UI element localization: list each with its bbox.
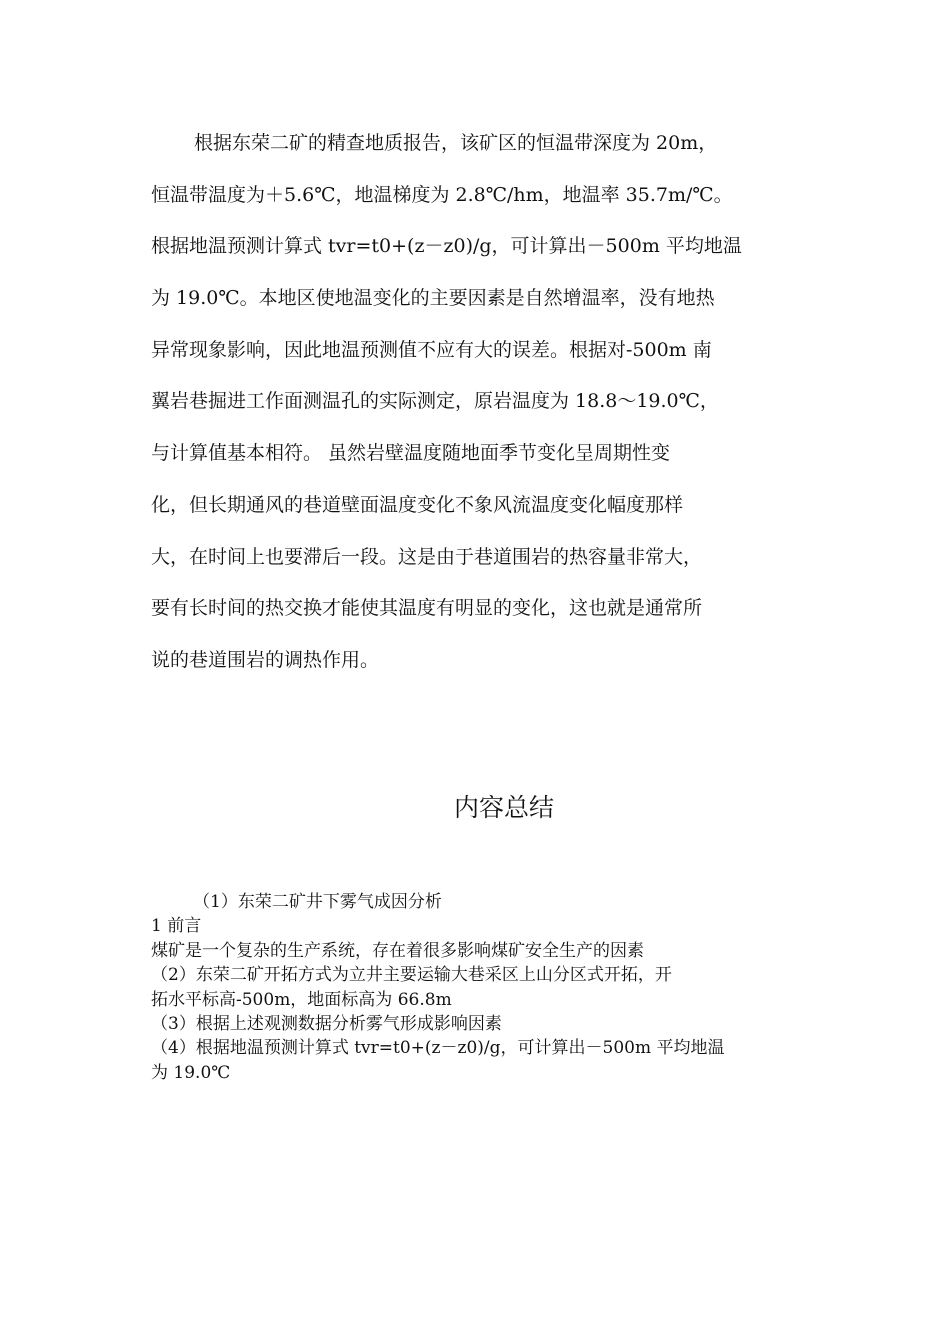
summary-line: （1）东荣二矿井下雾气成因分析	[193, 892, 442, 912]
paragraph-line: 根据东荣二矿的精查地质报告，该矿区的恒温带深度为 20m，	[194, 132, 718, 154]
paragraph-line: 与计算值基本相符。 虽然岩壁温度随地面季节变化呈周期性变	[151, 442, 671, 465]
body-paragraph	[151, 118, 811, 687]
summary-line: （2）东荣二矿开拓方式为立井主要运输大巷采区上山分区式开拓，开	[151, 965, 672, 986]
paragraph-line: 为 19.0℃。本地区使地温变化的主要因素是自然增温率，没有地热	[151, 287, 715, 310]
summary-heading: 内容总结	[453, 793, 554, 822]
paragraph-line: 根据地温预测计算式 tvr=t0+(z－z0)/g，可计算出－500m 平均地温	[151, 235, 742, 258]
summary-line: 拓水平标高-500m，地面标高为 66.8m	[151, 989, 452, 1010]
paragraph-line: 翼岩巷掘进工作面测温孔的实际测定，原岩温度为 18.8～19.0℃，	[151, 390, 719, 413]
summary-line: （4）根据地温预测计算式 tvr=t0+(z－z0)/g，可计算出－500m 平均地温	[151, 1038, 725, 1059]
summary-line: 1 前言	[151, 916, 202, 937]
paragraph-line: 说的巷道围岩的调热作用。	[151, 648, 380, 671]
paragraph-line: 异常现象影响，因此地温预测值不应有大的误差。根据对-500m 南	[151, 338, 712, 361]
paragraph-line: 大，在时间上也要滞后一段。这是由于巷道围岩的热容量非常大，	[151, 545, 703, 568]
summary-list	[151, 890, 811, 1085]
paragraph-line: 化，但长期通风的巷道壁面温度变化不象风流温度变化幅度那样	[151, 493, 684, 516]
summary-line: 为 19.0℃	[151, 1062, 231, 1083]
summary-line: （3）根据上述观测数据分析雾气形成影响因素	[151, 1013, 502, 1034]
paragraph-line: 恒温带温度为＋5.6℃，地温梯度为 2.8℃/hm，地温率 35.7m/℃。	[151, 183, 733, 206]
paragraph-line: 要有长时间的热交换才能使其温度有明显的变化，这也就是通常所	[151, 597, 703, 620]
summary-line: 煤矿是一个复杂的生产系统，存在着很多影响煤矿安全生产的因素	[151, 940, 644, 961]
